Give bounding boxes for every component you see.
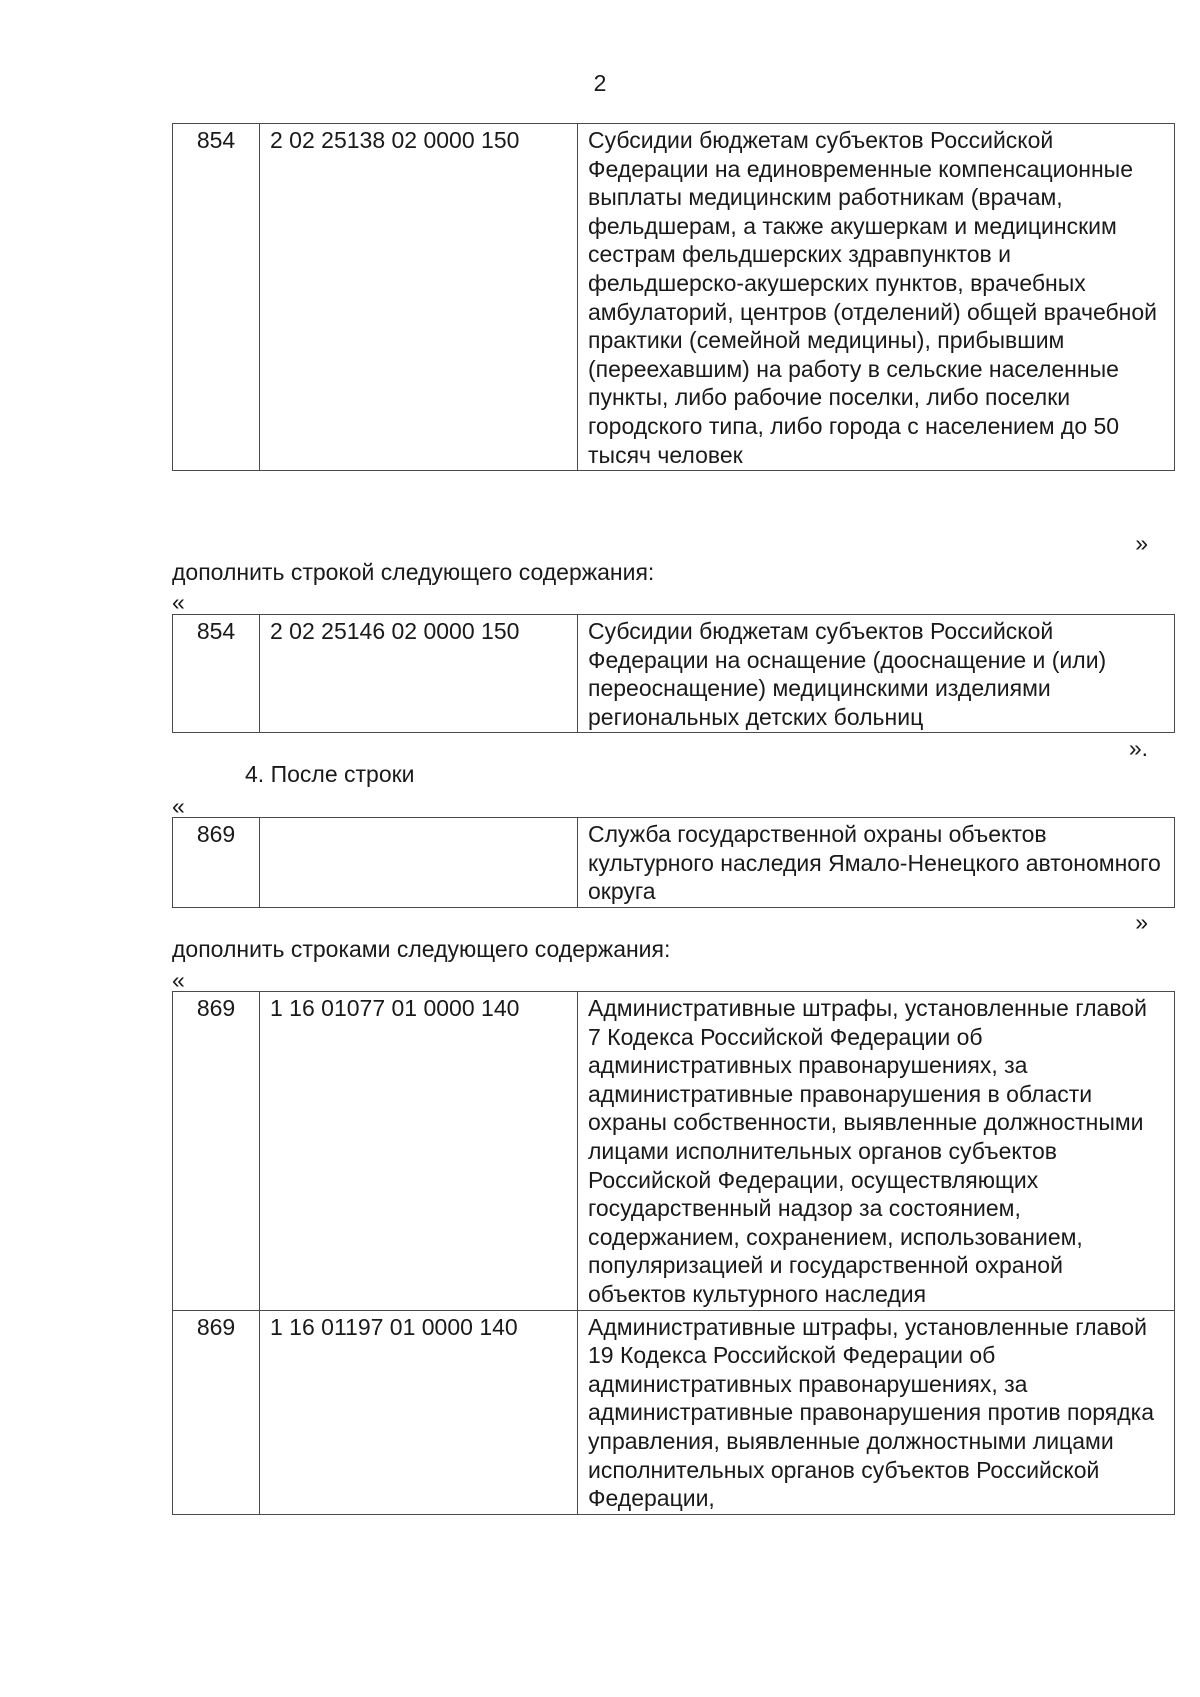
table-row — [173, 615, 1175, 733]
table-rows-869-fines — [172, 991, 1175, 1515]
admin-code-cell: 854 — [173, 124, 260, 471]
kbk-code-cell: 2 02 25146 02 0000 150 — [260, 615, 578, 733]
income-name-cell: Субсидии бюджетам субъектов Российской Федерации на оснащение (дооснащение и (или) переоснащение) медицинскими изделиями региональных детских больниц — [578, 615, 1175, 733]
kbk-code-cell: 2 02 25138 02 0000 150 — [260, 124, 578, 471]
kbk-code-cell: 1 16 01077 01 0000 140 — [260, 992, 578, 1311]
income-name-cell: Субсидии бюджетам субъектов Российской Федерации на единовременные компенсационные выплаты медицинским работникам (врачам, фельдшерам, а также акушеркам и медицинским сестрам фельдшерских здравпунктов и фельдшерско-акушерских пунктов, врачебных амбулаторий, центров (отделений) общей врачебной практики (семейной медицины), прибывшим (переехавшим) на работу в сельские населенные пункты, либо рабочие поселки, либо поселки городского типа, либо города с населением до 50 тысяч человек — [578, 124, 1175, 471]
page-number: 2 — [593, 70, 607, 96]
instruction-add-rows: дополнить строками следующего содержания: — [172, 936, 671, 962]
table-row — [173, 818, 1175, 908]
admin-code-cell: 869 — [173, 992, 260, 1311]
kbk-code-cell: 1 16 01197 01 0000 140 — [260, 1310, 578, 1514]
opening-quote: « — [172, 793, 185, 819]
opening-quote: « — [172, 589, 185, 615]
table-row — [173, 992, 1175, 1311]
income-name-cell: Административные штрафы, установленные главой 19 Кодекса Российской Федерации об административных правонарушениях, за административные правонарушения против порядка управления, выявленные должностными лицами исполнительных органов субъектов Российской Федерации, — [578, 1310, 1175, 1514]
table-row-854-25146 — [172, 614, 1175, 733]
table-row-869-header — [172, 817, 1175, 908]
admin-code-cell: 869 — [173, 818, 260, 908]
table-row-854-25138 — [172, 123, 1175, 471]
table-row — [173, 1310, 1175, 1514]
item-4-heading: 4. После строки — [245, 761, 415, 787]
admin-code-cell: 854 — [173, 615, 260, 733]
admin-code-cell: 869 — [173, 1310, 260, 1514]
income-name-cell: Административные штрафы, установленные главой 7 Кодекса Российской Федерации об административных правонарушениях, за административные правонарушения в области охраны собственности, выявленные должностными лицами исполнительных органов субъектов Российской Федерации, осуществляющих государственный надзор за состоянием, содержанием, сохранением, использованием, популяризацией и государственной охраной объектов культурного наследия — [578, 992, 1175, 1311]
closing-quote: ». — [1128, 735, 1148, 761]
instruction-add-row: дополнить строкой следующего содержания: — [172, 559, 655, 585]
closing-quote: » — [1135, 909, 1148, 935]
opening-quote: « — [172, 967, 185, 993]
table-row — [173, 124, 1175, 471]
kbk-code-cell — [260, 818, 578, 908]
closing-quote: » — [1135, 530, 1148, 556]
income-name-cell: Служба государственной охраны объектов культурного наследия Ямало-Ненецкого автономного округа — [578, 818, 1175, 908]
